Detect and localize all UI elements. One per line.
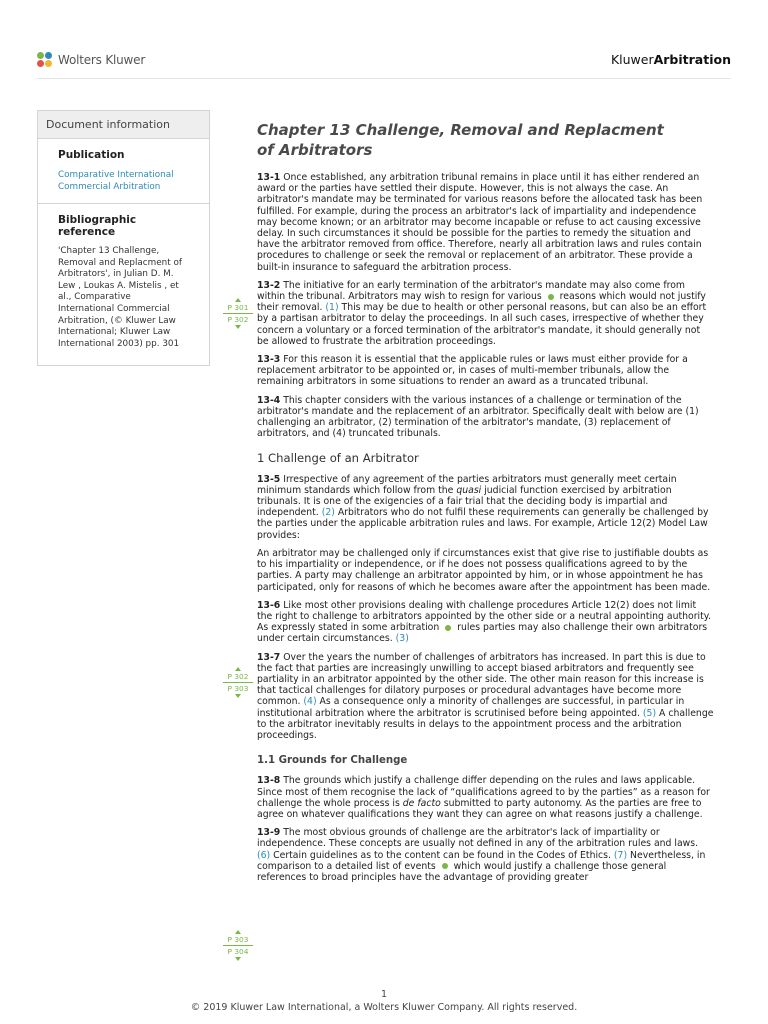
paragraph: 13-6 Like most other provisions dealing with challenge procedures Article 12(2) does not limit the right to challenge to arbitrators appointed by the other side or a neutral appointing authority. As expressly stated in some arbitration rules parties may also challenge their own arbitrators under certain circumstances. (3) (257, 599, 711, 645)
marker-bottom: P 304 (227, 947, 249, 956)
page-marker (222, 930, 254, 961)
footnote-link[interactable]: (5) (642, 707, 657, 719)
marker-bottom: P 302 (227, 315, 249, 324)
paragraph: 13-4 This chapter considers with the various instances of a challenge or termination of the arbitrator's mandate and the replacement of an arbitrator. Specifically dealt with below are (1) challenging an arbitrator, (2) termination of the arbitrator's mandate, (3) replacement of arbitrators, and (4) truncated tribunals. (257, 394, 699, 440)
document-info-panel (37, 110, 210, 366)
page-header (37, 48, 731, 74)
chapter-title: Chapter 13 Challenge, Removal and Replacment of Arbitrators (257, 121, 664, 159)
page-footer (0, 988, 768, 1014)
wolters-kluwer-logo[interactable] (37, 52, 145, 68)
header-divider (37, 78, 731, 79)
brand-name: Wolters Kluwer (58, 53, 146, 67)
page-marker (222, 298, 254, 329)
section-heading: 1 Challenge of an Arbitrator (257, 451, 419, 466)
marker-bottom: P 303 (227, 684, 249, 693)
publication-link[interactable]: Comparative International Commercial Arbitration (58, 170, 174, 192)
annotation-dot-icon[interactable] (442, 863, 448, 869)
annotation-dot-icon[interactable] (445, 625, 451, 631)
chapter-content (257, 120, 714, 890)
paragraph: 13-8 The grounds which justify a challenge differ depending on the rules and laws applicable. Since most of them recognise the lack of “qualifications agreed to by the parties” as a reason for challenge the whole process is de facto submitted to party autonomy. As the parties are free to agree on whatever qualifications they want they can agree on what reasons justify a challenge. (257, 775, 710, 820)
footnote-link[interactable]: (7) (613, 849, 628, 861)
quoted-provision: An arbitrator may be challenged only if circumstances exist that give rise to justifiable doubts as to his impartiality or independence, or if he does not possess qualifications agreed to by the parties. A party may challenge an arbitrator appointed by him, or in whose appointment he has participated, only for reasons of which he becomes aware after the appointment has been made. (257, 547, 711, 593)
kluwer-arbitration-logo[interactable] (611, 52, 731, 67)
product-prefix: Kluwer (610, 52, 654, 67)
footnote-link[interactable]: (4) (303, 696, 317, 708)
footnote-link[interactable]: (3) (395, 633, 409, 645)
paragraph: 13-1 Once established, any arbitration tribunal remains in place until it has either rendered an award or the parties have settled their dispute. However, this is not always the case. An arbitrator's mandate may be terminated for various reasons before the allocated task has been fulfilled. For example, during the process an arbitrator's lack of impartiality and independence may become known; or an arbitrator may become incapable or refuse to act causing excessive delay. In such circumstances it should be possible for the parties to remedy the situation and have the arbitrator removed from office. Therefore, nearly all arbitration laws and rules contain procedures to challenge or seek the removal or replacement of an arbitrator. These provide a built-in insurance to safeguard the arbitration process. (257, 172, 703, 273)
bibliographic-heading: Bibliographic reference (58, 214, 137, 238)
paragraph: 13-3 For this reason it is essential that the applicable rules or laws must either provide for a replacement arbitrator to be appointed or, in cases of multi-member tribunals, allow the remaining arbitrators in some situations to render an award as a truncated tribunal. (257, 354, 688, 388)
page-number: 1 (380, 989, 388, 1000)
document-info-title: Document information (38, 111, 209, 139)
paragraph: 13-2 The initiative for an early termination of the arbitrator's mandate may also come from within the tribunal. Arbitrators may wish to resign for various reasons which would not justify their removal. (1) This may be due to health or other personal reasons, but can also be an effort by a partisan arbitrator to delay the proceedings. In all such cases, irrespective of whether they concern a voluntary or a forced termination of the arbitrator's mandate, it should generally not be allowed to frustrate the arbitration proceedings. (257, 279, 707, 347)
page-marker (222, 667, 254, 698)
wolters-kluwer-logo-icon (37, 52, 53, 68)
marker-top: P 301 (227, 303, 249, 312)
marker-down-icon (235, 694, 241, 698)
annotation-dot-icon[interactable] (548, 294, 554, 300)
bibliographic-text: 'Chapter 13 Challenge, Removal and Replacment of Arbitrators', in Julian D. M. Lew , Loukas A. Mistelis , et al., Comparative International Commercial Arbitration, (© Kluwer Law International; Kluwer Law International 2003) pp. 301 (58, 246, 182, 349)
marker-down-icon (235, 325, 241, 329)
bibliographic-section (38, 203, 209, 360)
paragraph: 13-5 Irrespective of any agreement of the parties arbitrators must generally meet certain minimum standards which follow from the quasi judicial function exercised by arbitration tribunals. It is one of the exigencies of a fair trial that the deciding body is impartial and independent. (2) Arbitrators who do not fulfil these requirements can generally be challenged by the parties under the applicable arbitration rules and laws. For example, Article 12(2) Model Law provides: (257, 473, 709, 541)
subsection-heading: 1.1 Grounds for Challenge (257, 755, 408, 767)
footnote-link[interactable]: (1) (325, 302, 339, 314)
product-bold: Arbitration (653, 52, 731, 67)
publication-heading: Publication (58, 149, 125, 161)
footnote-link[interactable]: (6) (257, 849, 271, 861)
copyright-notice: © 2019 Kluwer Law International, a Wolters Kluwer Company. All rights reserved. (190, 1002, 578, 1013)
paragraph: 13-7 Over the years the number of challenges of arbitrators has increased. In part this is due to the fact that parties are increasingly unwilling to accept biased arbitrators and frequently see partiality in an arbitrator appointed by the other side. The other main reason for this increase is that tactical challenges for dilatory purposes or procedural advantages have become more common. (4) As a consequence only a minority of challenges are successful, in particular in institutional arbitration where the arbitrator is scrutinised before being appointed. (5) A challenge to the arbitrator inevitably results in delays to the appointment process and the arbitration proceedings. (257, 651, 714, 741)
paragraph: 13-9 The most obvious grounds of challenge are the arbitrator's lack of impartiality or independence. These concepts are usually not defined in any of the arbitration rules and laws. (6) Certain guidelines as to the content can be found in the Codes of Ethics. (7) Nevertheless, in comparison to a detailed list of events which would justify a challenge those general references to broad principles have the advantage of providing greater (257, 827, 706, 883)
marker-top: P 303 (227, 935, 249, 944)
footnote-link[interactable]: (2) (321, 507, 335, 519)
marker-down-icon (235, 957, 241, 961)
publication-section (38, 139, 209, 203)
marker-top: P 302 (227, 672, 249, 681)
